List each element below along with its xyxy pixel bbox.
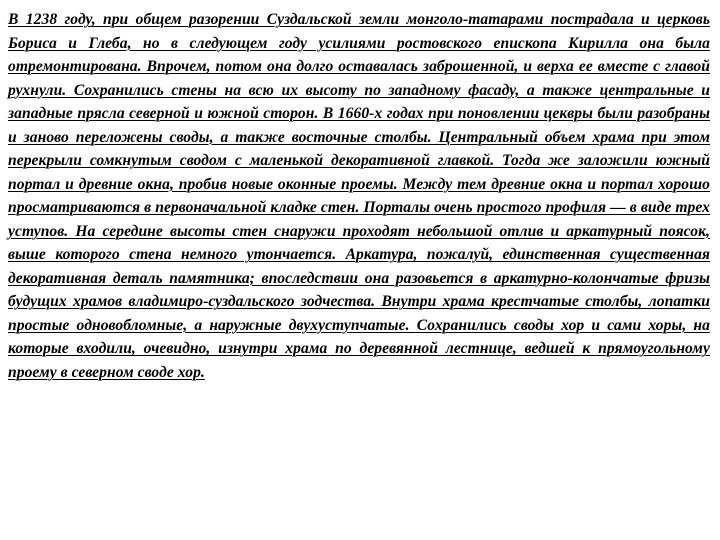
history-paragraph: В 1238 году, при общем разорении Суздальской земли монголо-татарами пострадала и церковь Бориса и Глеба, но в следующем году усилиями ростовского епископа Кирилла она была отремонтирована. Впрочем, потом она долго оставалась заброшенной, и верха ее вместе с главой рухнули. Сохранились стены на всю их высоту по западному фасаду, а также центральные и западные прясла северной и южной сторон. В 1660-х годах при поновлении цеквры были разобраны и заново переложены своды, а также восточные столбы. Центральный объем храма при этом перекрыли сомкнутым сводом с маленькой декоративной главкой. Тогда же заложили южный портал и древние окна, пробив новые оконные проемы. Между тем древние окна и портал хорошо просматриваются в первоначальной кладке стен. Порталы очень простого профиля — в виде трех уступов. На середине высоты стен снаружи проходят небольшой отлив и аркатурный поясок, выше которого стена немного утончается. Аркатура, пожалуй, единственная существенная декоративная деталь памятника; впоследствии она разовьется в аркатурно-колончатые фризы будущих храмов владимиро-суздальского зодчества. Внутри храма крестчатые столбы, лопатки простые одновобломные, а наружные двухуступчатые. Сохранились своды хор и сами хоры, на которые входили, очевидно, изнутри храма по деревянной лестнице, ведшей к прямоугольному проему в северном своде хор. [8,11,710,381]
